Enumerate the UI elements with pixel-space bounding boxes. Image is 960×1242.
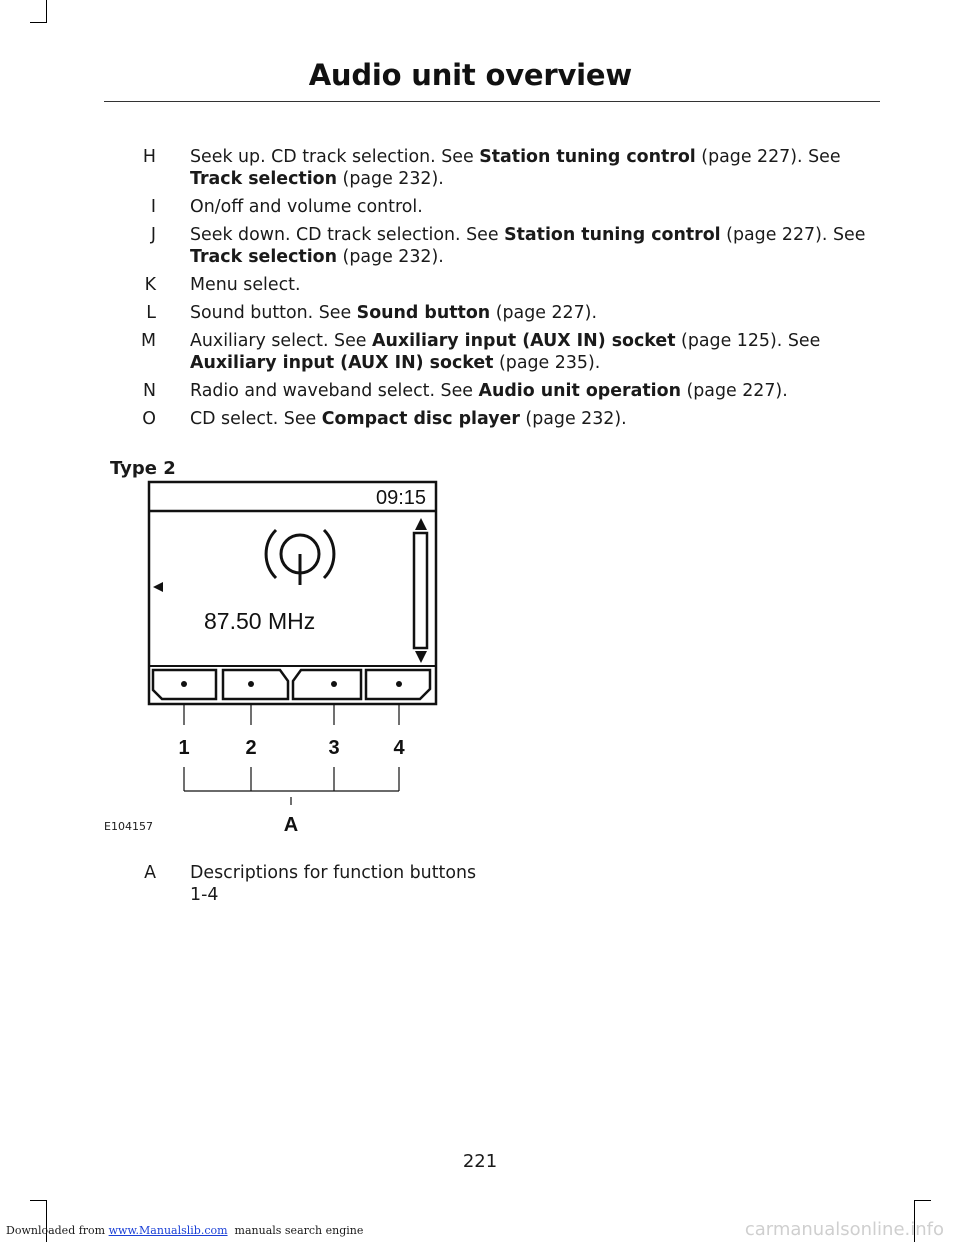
crop-mark <box>46 0 47 22</box>
entry-letter: J <box>150 225 156 245</box>
entry-letter: N <box>142 381 156 401</box>
footer-suffix: manuals search engine <box>227 1224 364 1237</box>
scroll-up-icon <box>415 518 427 530</box>
entry-text: (page 125). See <box>675 331 821 351</box>
cross-reference: Compact disc player <box>321 409 520 429</box>
entry-text: (page 227). See <box>720 225 866 245</box>
list-item <box>110 224 880 268</box>
entry-text: (page 227). <box>490 303 597 323</box>
page-title: Audio unit overview <box>308 58 632 92</box>
callout-2: 2 <box>245 737 257 759</box>
entry-letter: H <box>142 147 156 167</box>
entry-list <box>110 146 880 436</box>
entry-text: (page 227). <box>680 381 788 401</box>
entry-description <box>190 196 880 218</box>
entry-letter: L <box>146 303 156 323</box>
display-diagram <box>104 470 454 840</box>
crop-mark <box>30 1200 47 1201</box>
entry-text: CD select. See <box>190 409 322 429</box>
entry-description <box>190 408 880 430</box>
scroll-bar <box>414 533 427 648</box>
list-item <box>110 196 880 218</box>
list-item <box>110 146 880 190</box>
list-item <box>110 330 880 374</box>
entry-text: On/off and volume control. <box>190 197 423 217</box>
left-arrow-icon <box>153 582 163 592</box>
list-item <box>110 380 880 402</box>
figure-code: E104157 <box>104 820 153 833</box>
entry-letter: I <box>150 197 156 217</box>
list-item <box>110 302 880 324</box>
clock-text: 09:15 <box>376 487 427 509</box>
entry-text: Menu select. <box>190 275 301 295</box>
callout-1: 1 <box>178 737 190 759</box>
watermark: carmanualsonline.info <box>744 1219 944 1240</box>
frequency-text: 87.50 MHz <box>204 608 316 634</box>
footer-prefix: Downloaded from <box>6 1224 109 1237</box>
callout-a: A <box>283 814 299 836</box>
audio-unit-figure <box>104 470 454 840</box>
softkey-dot <box>248 681 254 687</box>
softkey-dot <box>181 681 187 687</box>
softkey-dot <box>331 681 337 687</box>
softkey-dot <box>396 681 402 687</box>
entry-text: Auxiliary select. See <box>190 331 373 351</box>
cross-reference: Track selection <box>190 169 338 189</box>
crop-mark <box>30 22 47 23</box>
entry-text: Seek up. CD track selection. See <box>190 147 480 167</box>
entry-description <box>190 380 880 402</box>
cross-reference: Station tuning control <box>479 147 696 167</box>
entry-description <box>190 302 880 324</box>
entry-letter: M <box>140 331 156 351</box>
radio-antenna-icon <box>266 530 334 585</box>
crop-mark <box>914 1200 931 1201</box>
manualslib-link[interactable]: www.Manualslib.com <box>108 1224 228 1237</box>
figure-label: Type 2 <box>110 458 176 479</box>
callout-4: 4 <box>393 737 405 759</box>
entry-text: (page 227). See <box>695 147 841 167</box>
footer <box>6 1224 363 1237</box>
softkey-2 <box>223 670 288 699</box>
entry-description <box>190 146 880 190</box>
entry-text: (page 232). <box>337 169 444 189</box>
legend-item <box>110 862 490 906</box>
entry-description <box>190 330 880 374</box>
entry-text: Seek down. CD track selection. See <box>190 225 505 245</box>
cross-reference: Station tuning control <box>504 225 721 245</box>
entry-text: (page 232). <box>337 247 444 267</box>
softkey-3 <box>293 670 361 699</box>
cross-reference: Auxiliary input (AUX IN) socket <box>372 331 676 351</box>
list-item <box>110 408 880 430</box>
entry-description <box>190 224 880 268</box>
legend-letter: A <box>144 863 156 883</box>
header-rule <box>104 101 880 102</box>
entry-letter: O <box>142 409 156 429</box>
callout-3: 3 <box>328 737 340 759</box>
page-number: 221 <box>462 1151 498 1172</box>
scroll-down-icon <box>415 651 427 663</box>
cross-reference: Track selection <box>190 247 338 267</box>
entry-text: Sound button. See <box>190 303 357 323</box>
legend-text: Descriptions for function buttons 1-4 <box>190 863 477 905</box>
cross-reference: Audio unit operation <box>478 381 681 401</box>
cross-reference: Auxiliary input (AUX IN) socket <box>190 353 494 373</box>
callout-leaders <box>184 704 399 805</box>
figure-legend <box>110 862 490 912</box>
entry-text: Radio and waveband select. See <box>190 381 479 401</box>
entry-letter: K <box>144 275 156 295</box>
list-item <box>110 274 880 296</box>
entry-text: (page 232). <box>519 409 627 429</box>
entry-description <box>190 274 880 296</box>
cross-reference: Sound button <box>356 303 491 323</box>
entry-text: (page 235). <box>493 353 601 373</box>
